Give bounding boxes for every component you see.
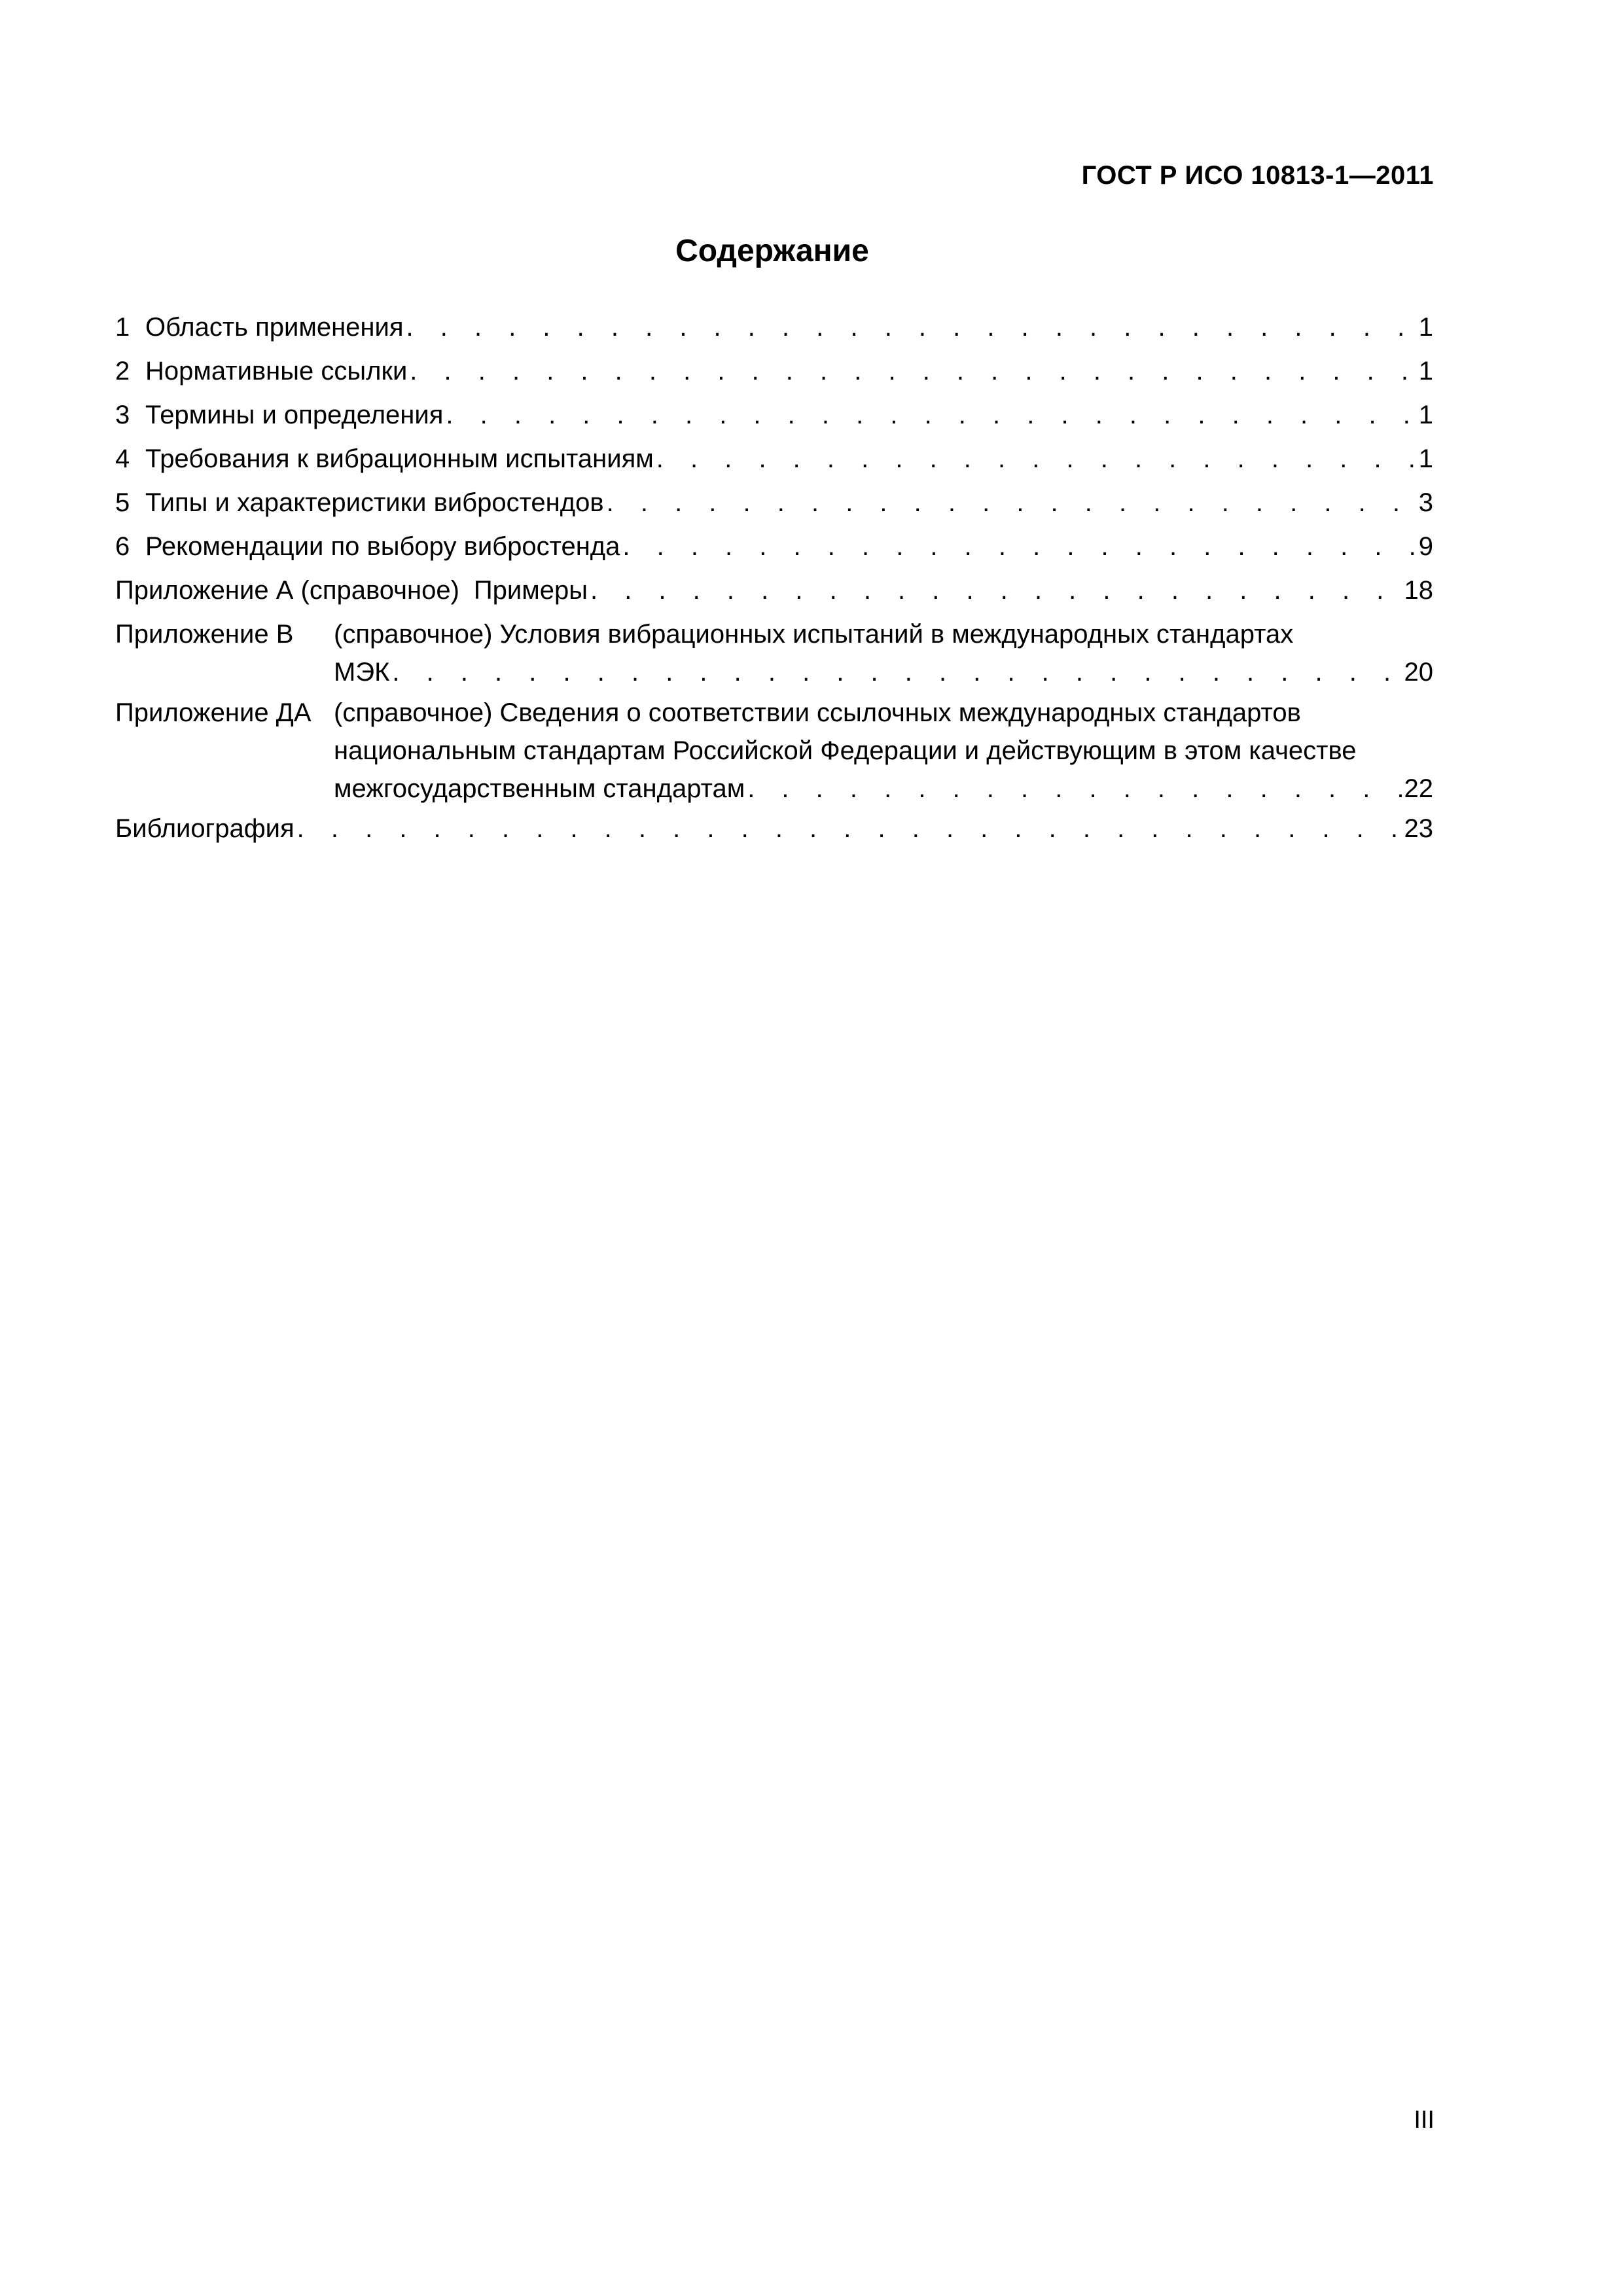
- dot-leader: [410, 352, 1416, 390]
- toc-entry-section-1[interactable]: [115, 308, 1433, 346]
- section-title: Требования к вибрационным испытаниям: [145, 444, 654, 473]
- annex-label: Приложение ДА: [115, 698, 312, 727]
- section-title: Нормативные ссылки: [145, 357, 408, 386]
- page-number: 22: [1404, 774, 1433, 803]
- section-number: 1: [115, 313, 130, 342]
- annex-title-line-3: межгосударственным стандартам: [334, 774, 745, 803]
- page-number: 1: [1418, 401, 1433, 429]
- dot-leader: [590, 571, 1402, 609]
- footer-page-number: III: [1414, 2106, 1435, 2134]
- document-code: ГОСТ Р ИСО 10813-1—2011: [1081, 161, 1434, 190]
- dot-leader: [607, 484, 1416, 522]
- annex-title-line-1: (справочное) Сведения о соответствии ссылочных международных стандартов: [334, 698, 1301, 727]
- toc-entry-section-5[interactable]: [115, 484, 1433, 522]
- dot-leader: [747, 770, 1401, 808]
- section-number: 2: [115, 357, 130, 386]
- section-title: Типы и характеристики вибростендов: [145, 488, 604, 517]
- page-number: 18: [1404, 576, 1433, 605]
- section-number: 3: [115, 401, 130, 429]
- annex-title: Примеры: [473, 576, 588, 605]
- dot-leader: [392, 653, 1401, 691]
- page-number: 9: [1418, 532, 1433, 561]
- page-number: 1: [1418, 357, 1433, 386]
- bibliography-title: Библиография: [115, 814, 294, 843]
- section-number: 4: [115, 444, 130, 473]
- page-number: 3: [1418, 488, 1433, 517]
- dot-leader: [297, 810, 1402, 848]
- section-title: Рекомендации по выбору вибростенда: [145, 532, 620, 561]
- toc-entry-section-4[interactable]: [115, 440, 1433, 478]
- toc-entry-section-2[interactable]: [115, 352, 1433, 390]
- annex-label: Приложение В: [115, 620, 294, 649]
- section-title: Термины и определения: [145, 401, 444, 429]
- page-number: 23: [1404, 814, 1433, 843]
- page-number: 1: [1418, 313, 1433, 342]
- page-number: 20: [1404, 658, 1433, 687]
- table-of-contents: [115, 308, 1433, 853]
- dot-leader: [406, 308, 1416, 346]
- toc-entry-annex-a[interactable]: [115, 571, 1433, 609]
- toc-entry-annex-da[interactable]: [115, 694, 1433, 808]
- annex-label: Приложение А (справочное): [115, 576, 459, 605]
- section-number: 6: [115, 532, 130, 561]
- toc-title: Содержание: [675, 234, 869, 268]
- dot-leader: [446, 396, 1416, 434]
- annex-title-line-2: МЭК: [334, 658, 390, 687]
- annex-title-line-1: (справочное) Условия вибрационных испытаний в международных стандартах: [334, 620, 1294, 649]
- dot-leader: [656, 440, 1416, 478]
- toc-entry-section-3[interactable]: [115, 396, 1433, 434]
- section-number: 5: [115, 488, 130, 517]
- annex-title-line-2: национальным стандартам Российской Федерации и действующим в этом качестве: [334, 736, 1357, 765]
- toc-entry-section-6[interactable]: [115, 528, 1433, 565]
- toc-entry-annex-b[interactable]: [115, 615, 1433, 691]
- page-number: 1: [1418, 444, 1433, 473]
- dot-leader: [622, 528, 1416, 565]
- toc-entry-bibliography[interactable]: [115, 810, 1433, 848]
- section-title: Область применения: [145, 313, 404, 342]
